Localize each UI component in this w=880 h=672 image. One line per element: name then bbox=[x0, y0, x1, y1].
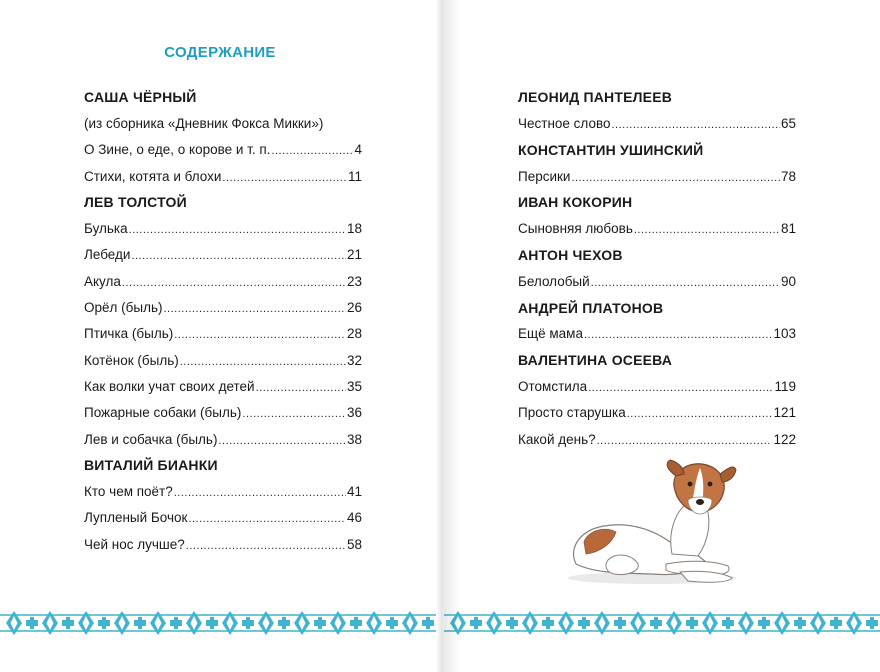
toc-entry-title: Лебеди bbox=[84, 247, 131, 263]
toc-dot-leader bbox=[122, 277, 346, 289]
toc-page-number: 58 bbox=[346, 536, 362, 552]
toc-entry-line bbox=[84, 326, 362, 341]
toc-entry bbox=[84, 242, 362, 268]
toc-page-number: 46 bbox=[346, 510, 362, 526]
toc-entry bbox=[84, 163, 362, 189]
toc-entry-line bbox=[84, 353, 362, 368]
toc-author-heading: КОНСТАНТИН УШИНСКИЙ bbox=[518, 141, 704, 158]
toc-entry bbox=[84, 137, 362, 163]
toc-entry bbox=[518, 215, 796, 241]
right-page bbox=[440, 0, 880, 672]
toc-entry-title: Орёл (быль) bbox=[84, 300, 163, 316]
toc-entry-line bbox=[518, 326, 796, 341]
toc-entry bbox=[84, 321, 362, 347]
toc-dot-leader bbox=[222, 172, 347, 184]
toc-entry-title: О Зине, о еде, о корове и т. п. bbox=[84, 142, 271, 158]
toc-page-number: 119 bbox=[774, 378, 796, 394]
toc-dot-leader bbox=[186, 540, 346, 552]
toc-entry-title: Сыновняя любовь bbox=[518, 221, 633, 237]
toc-entry-line bbox=[84, 510, 362, 525]
toc-page-number: 103 bbox=[773, 326, 796, 342]
toc-entry-line bbox=[518, 116, 796, 131]
toc-entry-line bbox=[84, 221, 362, 236]
toc-page-number: 36 bbox=[346, 405, 362, 421]
toc-entry-title: Акула bbox=[84, 273, 121, 289]
toc-dot-leader bbox=[597, 435, 773, 447]
toc-entry-line bbox=[518, 432, 796, 447]
toc-entry-line bbox=[518, 221, 796, 236]
dog-illustration bbox=[556, 456, 746, 586]
toc-entry bbox=[518, 163, 796, 189]
toc-page-number: 11 bbox=[347, 168, 362, 184]
toc-author-heading: ЛЕВ ТОЛСТОЙ bbox=[84, 194, 187, 211]
toc-entry-line bbox=[84, 537, 362, 552]
toc-dot-leader bbox=[584, 329, 773, 341]
toc-dot-leader bbox=[571, 172, 780, 184]
toc-entry-title: Птичка (быль) bbox=[84, 326, 174, 342]
ornament-border-right bbox=[444, 598, 880, 648]
toc-dot-leader bbox=[180, 356, 346, 368]
toc-entry bbox=[84, 531, 362, 557]
toc-page-number: 38 bbox=[346, 431, 362, 447]
toc-entry bbox=[84, 478, 362, 504]
toc-dot-leader bbox=[174, 329, 346, 341]
toc-page-number: 4 bbox=[354, 142, 362, 158]
toc-page-number: 121 bbox=[773, 405, 796, 421]
toc-dot-leader bbox=[163, 303, 345, 315]
toc-entry-line bbox=[518, 379, 796, 394]
toc-entry-title: Отомстила bbox=[518, 378, 588, 394]
toc-author-heading: ВАЛЕНТИНА ОСЕЕВА bbox=[518, 352, 673, 369]
toc-entry-title: Чей нос лучше? bbox=[84, 536, 185, 552]
toc-entry-line bbox=[84, 300, 362, 315]
toc-entry bbox=[84, 215, 362, 241]
toc-page-number: 78 bbox=[780, 168, 796, 184]
toc-entry bbox=[84, 294, 362, 320]
toc-entry-line bbox=[84, 484, 362, 499]
toc-entry-title: Булька bbox=[84, 221, 128, 237]
toc-entry bbox=[84, 268, 362, 294]
toc-page-number: 122 bbox=[773, 431, 796, 447]
toc-entry-line bbox=[84, 247, 362, 262]
toc-entry-title: Пожарные собаки (быль) bbox=[84, 405, 242, 421]
toc-entry-line bbox=[84, 432, 362, 447]
toc-entry bbox=[84, 426, 362, 452]
toc-entry-title: Лупленый Бочок bbox=[84, 510, 188, 526]
toc-page-number: 23 bbox=[346, 273, 362, 289]
toc-dot-leader bbox=[188, 513, 346, 525]
toc-entry-title: Как волки учат своих детей bbox=[84, 378, 255, 394]
toc-column-right bbox=[518, 84, 796, 452]
toc-page-number: 32 bbox=[346, 352, 362, 368]
toc-entry bbox=[84, 347, 362, 373]
toc-entry-title: Лев и собачка (быль) bbox=[84, 431, 218, 447]
toc-page-number: 28 bbox=[346, 326, 362, 342]
toc-page-number: 90 bbox=[780, 273, 796, 289]
toc-page-number: 18 bbox=[346, 221, 362, 237]
toc-entry bbox=[518, 400, 796, 426]
toc-author-heading: САША ЧЁРНЫЙ bbox=[84, 89, 197, 106]
toc-dot-leader bbox=[588, 382, 773, 394]
toc-author-heading: АНДРЕЙ ПЛАТОНОВ bbox=[518, 299, 664, 316]
toc-entry-line bbox=[518, 274, 796, 289]
toc-entry-title: Белолобый bbox=[518, 273, 590, 289]
page-title: СОДЕРЖАНИЕ bbox=[164, 44, 276, 61]
toc-entry bbox=[518, 373, 796, 399]
toc-entry-title: Какой день? bbox=[518, 431, 596, 447]
toc-entry-line bbox=[84, 169, 362, 184]
toc-page-number: 35 bbox=[346, 378, 362, 394]
toc-author-heading: АНТОН ЧЕХОВ bbox=[518, 246, 623, 263]
ornament-border-left bbox=[0, 598, 436, 648]
toc-entry bbox=[518, 426, 796, 452]
toc-entry bbox=[84, 373, 362, 399]
toc-entry bbox=[518, 268, 796, 294]
toc-dot-leader bbox=[271, 145, 353, 157]
toc-entry-line bbox=[518, 169, 796, 184]
toc-author-heading: ЛЕОНИД ПАНТЕЛЕЕВ bbox=[518, 89, 673, 106]
toc-dot-leader bbox=[627, 408, 773, 420]
toc-entry-title: Кто чем поёт? bbox=[84, 484, 173, 500]
toc-dot-leader bbox=[129, 224, 346, 236]
toc-dot-leader bbox=[218, 435, 346, 447]
toc-note: (из сборника «Дневник Фокса Микки») bbox=[84, 115, 324, 131]
toc-dot-leader bbox=[256, 382, 346, 394]
toc-column-left bbox=[84, 84, 362, 557]
toc-dot-leader bbox=[174, 487, 346, 499]
toc-author-heading: ИВАН КОКОРИН bbox=[518, 194, 633, 211]
toc-page-number: 41 bbox=[346, 484, 362, 500]
toc-dot-leader bbox=[131, 250, 346, 262]
toc-dot-leader bbox=[634, 224, 780, 236]
toc-entry-title: Просто старушка bbox=[518, 405, 626, 421]
toc-entry-title: Котёнок (быль) bbox=[84, 352, 179, 368]
toc-page-number: 65 bbox=[780, 115, 796, 131]
toc-entry bbox=[84, 505, 362, 531]
toc-entry bbox=[518, 110, 796, 136]
toc-page-number: 26 bbox=[346, 300, 362, 316]
toc-entry-line bbox=[518, 405, 796, 420]
toc-entry-title: Ещё мама bbox=[518, 326, 583, 342]
toc-entry-line bbox=[84, 274, 362, 289]
toc-author-heading: ВИТАЛИЙ БИАНКИ bbox=[84, 457, 218, 474]
toc-entry bbox=[518, 321, 796, 347]
toc-entry-title: Честное слово bbox=[518, 115, 611, 131]
toc-dot-leader bbox=[591, 277, 780, 289]
toc-page-number: 21 bbox=[346, 247, 362, 263]
toc-entry-line bbox=[84, 379, 362, 394]
toc-entry-line bbox=[84, 142, 362, 157]
toc-entry-title: Стихи, котята и блохи bbox=[84, 168, 222, 184]
toc-dot-leader bbox=[611, 119, 779, 131]
toc-dot-leader bbox=[242, 408, 346, 420]
toc-page-number: 81 bbox=[780, 221, 796, 237]
toc-entry bbox=[84, 400, 362, 426]
toc-entry-line bbox=[84, 405, 362, 420]
toc-entry-title: Персики bbox=[518, 168, 571, 184]
